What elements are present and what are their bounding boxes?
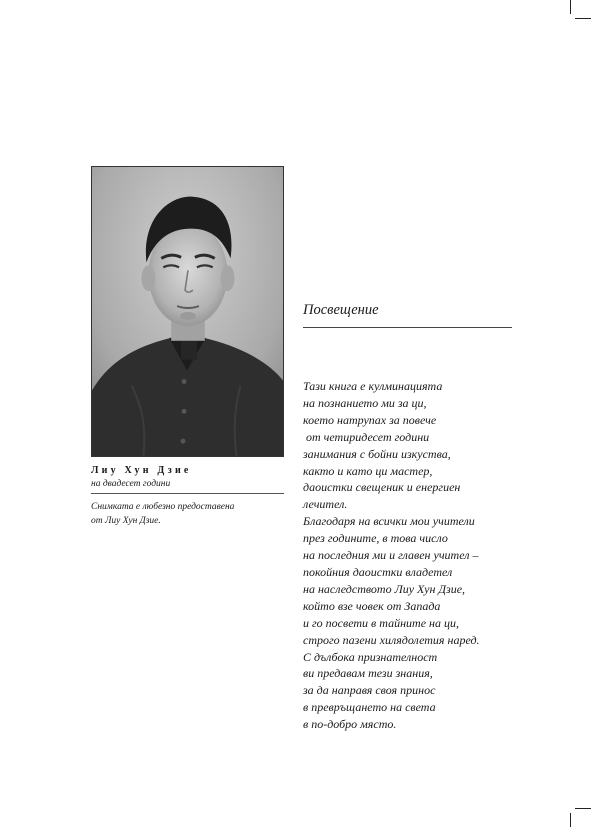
photo-caption-name: Лиу Хун Дзие [91,465,192,476]
dedication-line: на познанието ми за ци, [303,395,427,410]
dedication-line: ви предавам тези знания, [303,666,433,681]
dedication-text [303,378,563,733]
dedication-line: в превръщането на света [303,700,436,715]
dedication-line: от четиридесет години [303,429,430,444]
heading-divider [303,327,512,328]
dedication-line: лечител. [303,497,348,512]
photo-caption-subtitle: на двадесет години [91,479,171,489]
dedication-line: в по-добро място. [303,717,397,732]
crop-mark-bottom-vertical [570,813,571,827]
crop-mark-bottom-horizontal [575,808,591,809]
caption-divider [91,493,284,494]
crop-mark-top-horizontal [575,18,591,19]
dedication-line: което натрупах за повече [303,412,437,427]
dedication-line: както и като ци мастер, [303,463,433,478]
dedication-line: и го посвети в тайните на ци, [303,615,459,630]
dedication-line: през годините, в това число [303,531,448,546]
dedication-line: за да направя своя принос [303,683,436,698]
dedication-line: на последния ми и главен учител – [303,548,479,563]
portrait-photo [91,166,284,457]
dedication-line: Тази книга е кулминацията [303,379,443,393]
dedication-line: строго пазени хилядолетия наред. [303,632,480,647]
photo-credit-line: Снимката е любезно предоставена [91,502,235,512]
crop-mark-top-vertical [570,0,571,14]
dedication-line: покойния даоистки владетел [303,564,453,579]
dedication-line: на наследството Лиу Хун Дзие, [303,581,466,596]
photo-credit [91,500,284,528]
photo-credit-line: от Лиу Хун Дзие. [91,516,161,526]
dedication-line: Благодаря на всички мои учители [303,514,475,529]
dedication-line: занимания с бойни изкуства, [303,446,451,461]
dedication-line: даоистки свещеник и енергиен [303,480,461,495]
dedication-heading: Посвещение [303,302,379,318]
dedication-line: С дълбока признателност [303,649,438,664]
dedication-line: който взе човек от Запада [303,598,441,613]
